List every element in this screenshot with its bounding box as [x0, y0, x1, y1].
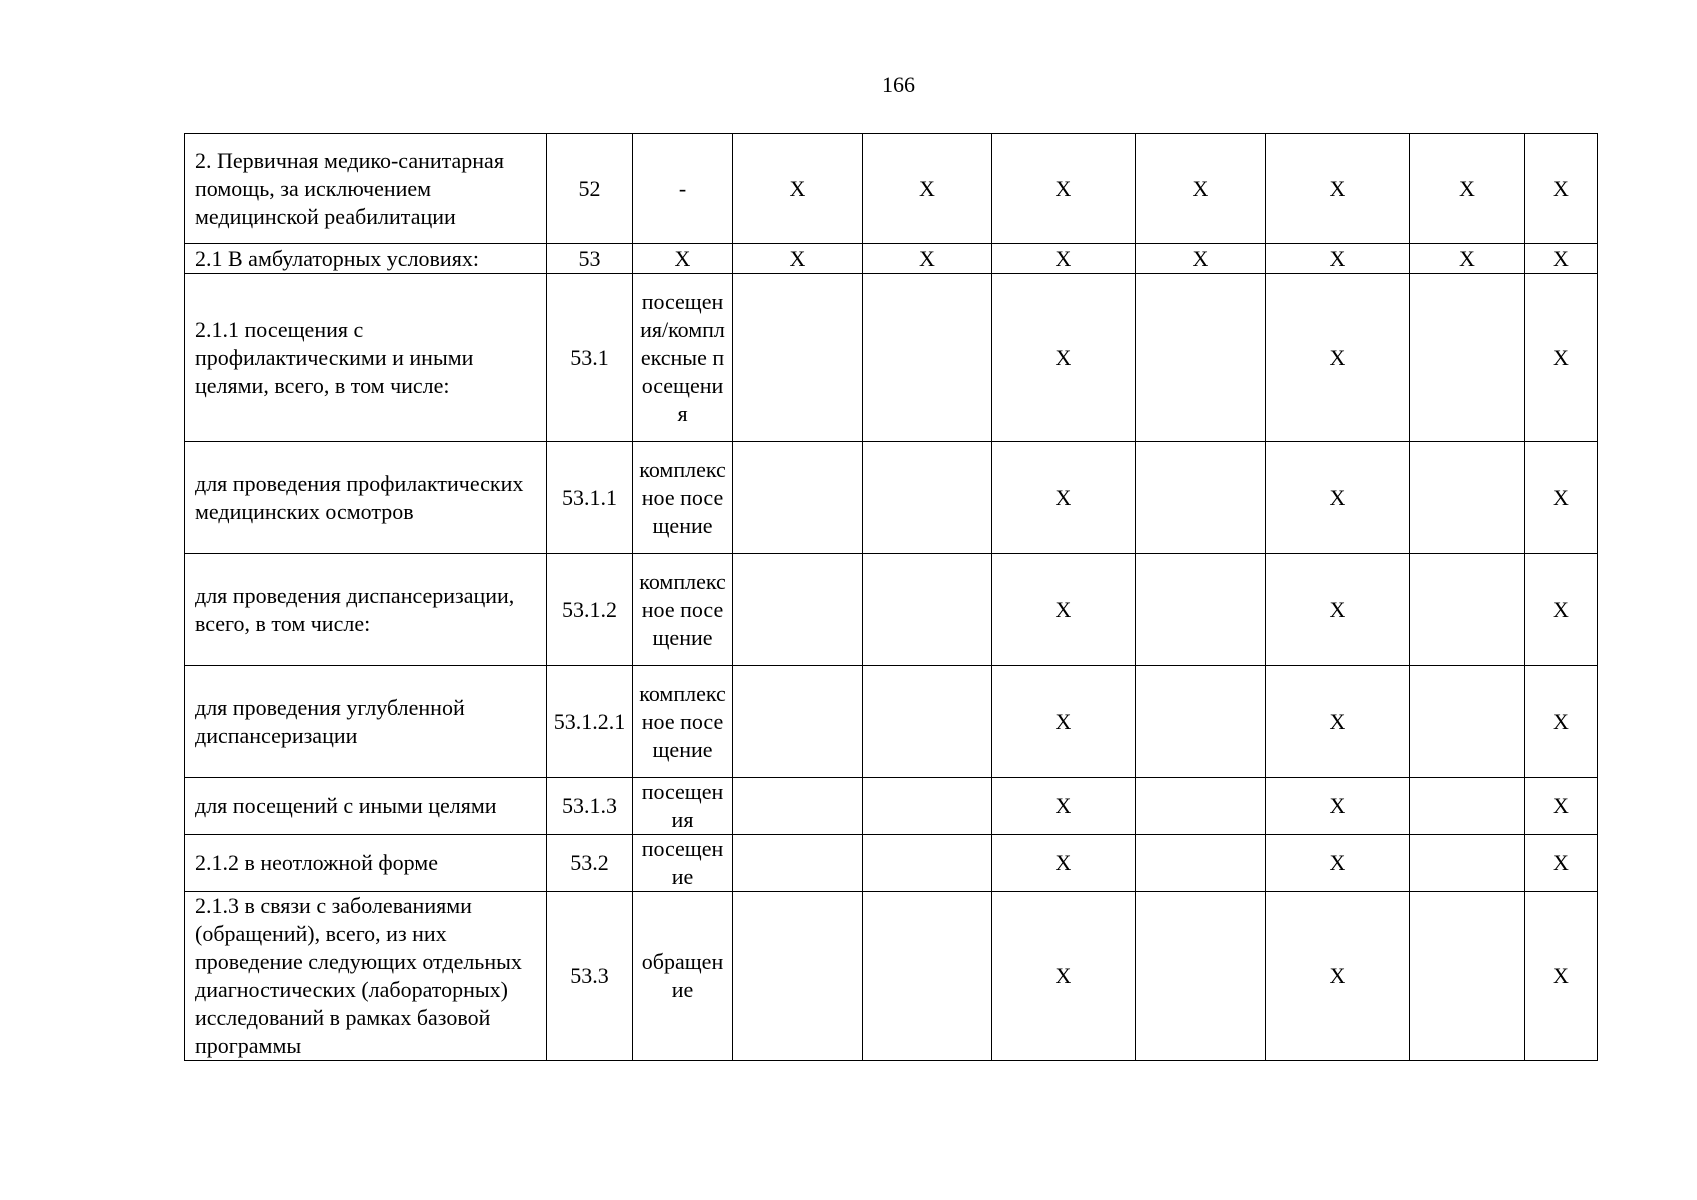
row-code: 53.1.1: [547, 442, 633, 554]
table-cell: [1410, 554, 1525, 666]
table-cell: [1136, 442, 1266, 554]
table-cell: Х: [992, 666, 1136, 778]
table-cell: [1410, 274, 1525, 442]
table-cell: [1410, 835, 1525, 892]
table-cell: Х: [992, 892, 1136, 1061]
table-cell: Х: [1266, 835, 1410, 892]
table-cell: [733, 892, 863, 1061]
table-cell: Х: [1525, 134, 1598, 244]
table-row: [185, 274, 1598, 442]
table-cell: Х: [1410, 244, 1525, 274]
table-cell: Х: [992, 274, 1136, 442]
table-cell: Х: [1525, 666, 1598, 778]
row-code: 53.2: [547, 835, 633, 892]
table-cell: Х: [863, 134, 992, 244]
medical-care-table: [184, 133, 1598, 1061]
row-unit: посещения: [633, 778, 733, 835]
row-code: 53.3: [547, 892, 633, 1061]
table-cell: Х: [992, 835, 1136, 892]
table-cell: Х: [1525, 835, 1598, 892]
table-cell: Х: [1525, 442, 1598, 554]
table-row: [185, 892, 1598, 1061]
table-cell: [733, 666, 863, 778]
table-cell: Х: [1525, 274, 1598, 442]
row-code: 53.1.2: [547, 554, 633, 666]
table-cell: [1410, 442, 1525, 554]
table-cell: [863, 892, 992, 1061]
row-unit: комплексное посещение: [633, 442, 733, 554]
table-cell: Х: [1525, 778, 1598, 835]
row-name: 2. Первичная медико-санитарная помощь, за исключением медицинской реабилитации: [185, 134, 547, 244]
table-cell: Х: [992, 442, 1136, 554]
row-code: 53: [547, 244, 633, 274]
table-row: [185, 835, 1598, 892]
table-cell: [863, 274, 992, 442]
row-unit: -: [633, 134, 733, 244]
row-unit: комплексное посещение: [633, 666, 733, 778]
page-number: 166: [882, 72, 915, 97]
row-unit: Х: [633, 244, 733, 274]
table-cell: Х: [863, 244, 992, 274]
table-cell: Х: [1525, 892, 1598, 1061]
table-cell: [863, 554, 992, 666]
table-cell: [733, 554, 863, 666]
row-name: 2.1.3 в связи с заболеваниями (обращений), всего, из них проведение следующих отдельных диагностических (лабораторных) исследований в рамках базовой программы: [185, 892, 547, 1061]
table-cell: Х: [1266, 778, 1410, 835]
table-cell: Х: [1136, 244, 1266, 274]
table-cell: [733, 835, 863, 892]
table-cell: [1410, 778, 1525, 835]
row-name: 2.1 В амбулаторных условиях:: [185, 244, 547, 274]
row-code: 53.1: [547, 274, 633, 442]
table-cell: [1136, 892, 1266, 1061]
table-cell: Х: [1266, 892, 1410, 1061]
row-name: 2.1.2 в неотложной форме: [185, 835, 547, 892]
table-cell: [863, 666, 992, 778]
table-cell: Х: [992, 554, 1136, 666]
table-cell: [863, 442, 992, 554]
table-cell: Х: [733, 134, 863, 244]
table-cell: Х: [1266, 666, 1410, 778]
row-name: для посещений с иными целями: [185, 778, 547, 835]
table-cell: [733, 778, 863, 835]
table-cell: Х: [1525, 554, 1598, 666]
table-cell: [1136, 554, 1266, 666]
table-cell: [1136, 274, 1266, 442]
table-row: [185, 666, 1598, 778]
table-cell: Х: [1266, 244, 1410, 274]
table-cell: [733, 442, 863, 554]
table-row: [185, 244, 1598, 274]
table-cell: [1136, 835, 1266, 892]
table-cell: Х: [1410, 134, 1525, 244]
table-cell: [1136, 778, 1266, 835]
row-name: 2.1.1 посещения с профилактическими и иными целями, всего, в том числе:: [185, 274, 547, 442]
table-cell: [1136, 666, 1266, 778]
table-cell: Х: [1266, 134, 1410, 244]
table-cell: Х: [992, 134, 1136, 244]
row-code: 53.1.2.1: [547, 666, 633, 778]
table-cell: [863, 778, 992, 835]
table-cell: Х: [733, 244, 863, 274]
table-row: [185, 134, 1598, 244]
table-cell: Х: [1525, 244, 1598, 274]
table-cell: Х: [992, 778, 1136, 835]
table-cell: [733, 274, 863, 442]
table-cell: [1410, 666, 1525, 778]
table-row: [185, 442, 1598, 554]
row-unit: комплексное посещение: [633, 554, 733, 666]
row-code: 52: [547, 134, 633, 244]
row-unit: посещение: [633, 835, 733, 892]
table-cell: Х: [1266, 442, 1410, 554]
row-name: для проведения профилактических медицинских осмотров: [185, 442, 547, 554]
table-cell: Х: [1266, 554, 1410, 666]
table-cell: Х: [1266, 274, 1410, 442]
row-name: для проведения углубленной диспансеризации: [185, 666, 547, 778]
table-row: [185, 554, 1598, 666]
row-unit: обращение: [633, 892, 733, 1061]
table-cell: [1410, 892, 1525, 1061]
table-cell: Х: [992, 244, 1136, 274]
row-code: 53.1.3: [547, 778, 633, 835]
row-unit: посещения/комплексные посещения: [633, 274, 733, 442]
table-row: [185, 778, 1598, 835]
table-cell: [863, 835, 992, 892]
row-name: для проведения диспансеризации, всего, в том числе:: [185, 554, 547, 666]
table-cell: Х: [1136, 134, 1266, 244]
